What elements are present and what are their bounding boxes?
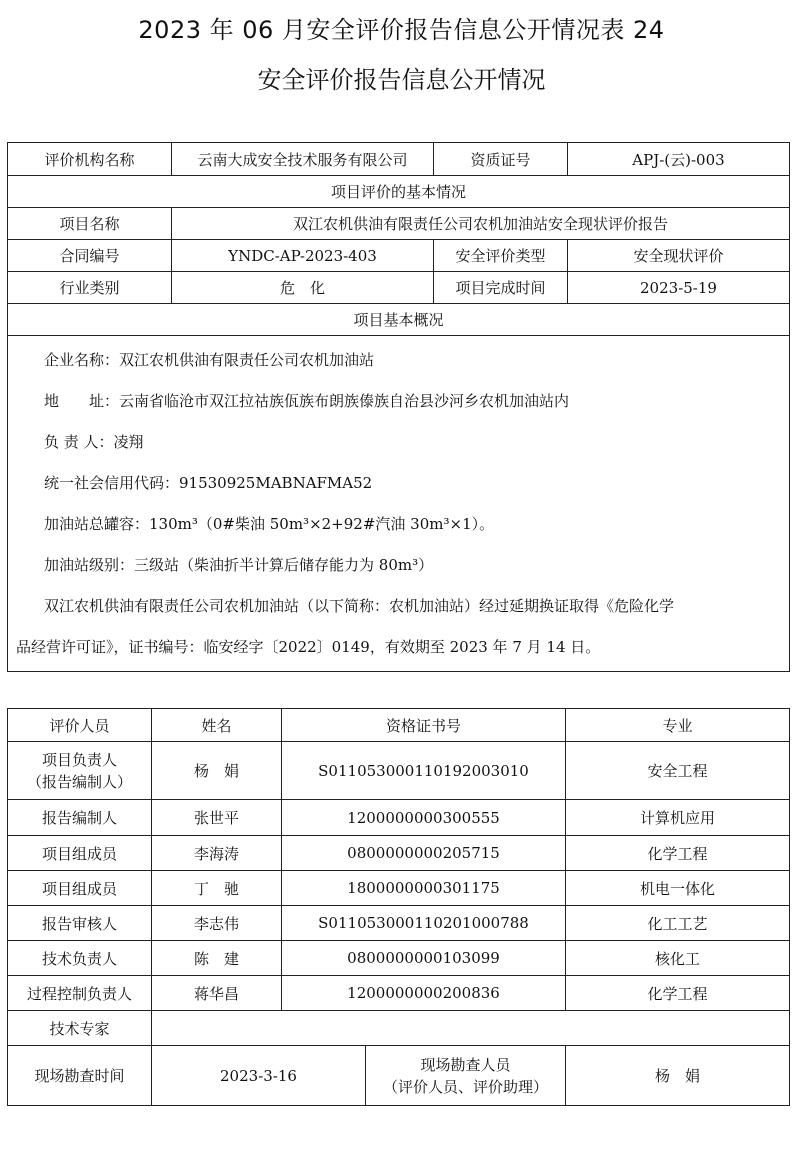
team-header-cert: 资格证书号 [282,709,566,742]
site-people-label-line1: 现场勘查人员 [420,1055,511,1074]
team-name: 蒋华昌 [152,976,282,1011]
team-name: 杨 娟 [152,742,282,800]
site-time-value: 2023-3-16 [152,1046,366,1106]
overview-line: 统一社会信用代码：91530925MABNAFMA52 [44,473,373,492]
team-role: 项目组成员 [8,836,152,871]
overview-line: 负 责 人：凌翔 [44,432,144,451]
team-header-major: 专业 [566,709,790,742]
overview-line: 加油站总罐容：130m³（0#柴油 50m³×2+92#汽油 30m³×1）。 [44,514,495,533]
project-label: 项目名称 [8,208,172,240]
team-role: 报告审核人 [8,906,152,941]
industry-label: 行业类别 [8,272,172,304]
finish-value: 2023-5-19 [568,272,790,304]
overview-line: 地 址：云南省临沧市双江拉祜族佤族布朗族傣族自治县沙河乡农机加油站内 [44,391,570,410]
cert-label: 资质证号 [434,143,568,176]
team-major: 化工工艺 [566,906,790,941]
contract-value: YNDC-AP-2023-403 [172,240,434,272]
team-cert: 1200000000200836 [282,976,566,1011]
overview-line: 企业名称：双江农机供油有限责任公司农机加油站 [44,350,375,369]
overview-line: 双江农机供油有限责任公司农机加油站（以下简称：农机加油站）经过延期换证取得《危险化学 [44,596,675,615]
team-cert: S011053000110192003010 [282,742,566,800]
site-people-label [366,1046,566,1106]
expert-label: 技术专家 [8,1011,152,1046]
team-cert: 1200000000300555 [282,800,566,836]
team-role: 项目组成员 [8,871,152,906]
team-header-name: 姓名 [152,709,282,742]
basic-info-table [7,142,790,672]
overview-title: 项目基本概况 [8,304,790,336]
basic-section-title: 项目评价的基本情况 [8,176,790,208]
team-major: 核化工 [566,941,790,976]
document-subtitle: 安全评价报告信息公开情况 [257,66,546,94]
site-time-label: 现场勘查时间 [8,1046,152,1106]
team-role: 技术负责人 [8,941,152,976]
team-cert: 0800000000205715 [282,836,566,871]
org-label: 评价机构名称 [8,143,172,176]
team-header-role: 评价人员 [8,709,152,742]
team-major: 化学工程 [566,836,790,871]
site-people-value: 杨 娟 [566,1046,790,1106]
team-role: 过程控制负责人 [8,976,152,1011]
team-name: 丁 驰 [152,871,282,906]
contract-label: 合同编号 [8,240,172,272]
team-cert: S011053000110201000788 [282,906,566,941]
expert-value [152,1011,790,1046]
team-cert: 0800000000103099 [282,941,566,976]
org-value: 云南大成安全技术服务有限公司 [172,143,434,176]
team-name: 陈 建 [152,941,282,976]
document-title: 2023 年 06 月安全评价报告信息公开情况表 24 [138,16,665,44]
team-major: 机电一体化 [566,871,790,906]
team-table [7,708,790,1106]
overview-body [8,336,790,672]
finish-label: 项目完成时间 [434,272,568,304]
team-role: 报告编制人 [8,800,152,836]
cert-value: APJ-(云)-003 [568,143,790,176]
site-people-label-line2: （评价人员、评价助理） [383,1077,549,1096]
team-major: 安全工程 [566,742,790,800]
overview-line: 加油站级别：三级站（柴油折半计算后储存能力为 80m³） [44,555,434,574]
team-name: 张世平 [152,800,282,836]
team-name: 李海涛 [152,836,282,871]
overview-line: 品经营许可证》，证书编号：临安经字〔2022〕0149，有效期至 2023 年 7 月 14 日。 [16,637,601,656]
industry-value: 危 化 [172,272,434,304]
type-value: 安全现状评价 [568,240,790,272]
type-label: 安全评价类型 [434,240,568,272]
project-value: 双江农机供油有限责任公司农机加油站安全现状评价报告 [172,208,790,240]
team-major: 计算机应用 [566,800,790,836]
team-major: 化学工程 [566,976,790,1011]
team-name: 李志伟 [152,906,282,941]
team-cert: 1800000000301175 [282,871,566,906]
team-role: 项目负责人 （报告编制人） [8,742,152,800]
